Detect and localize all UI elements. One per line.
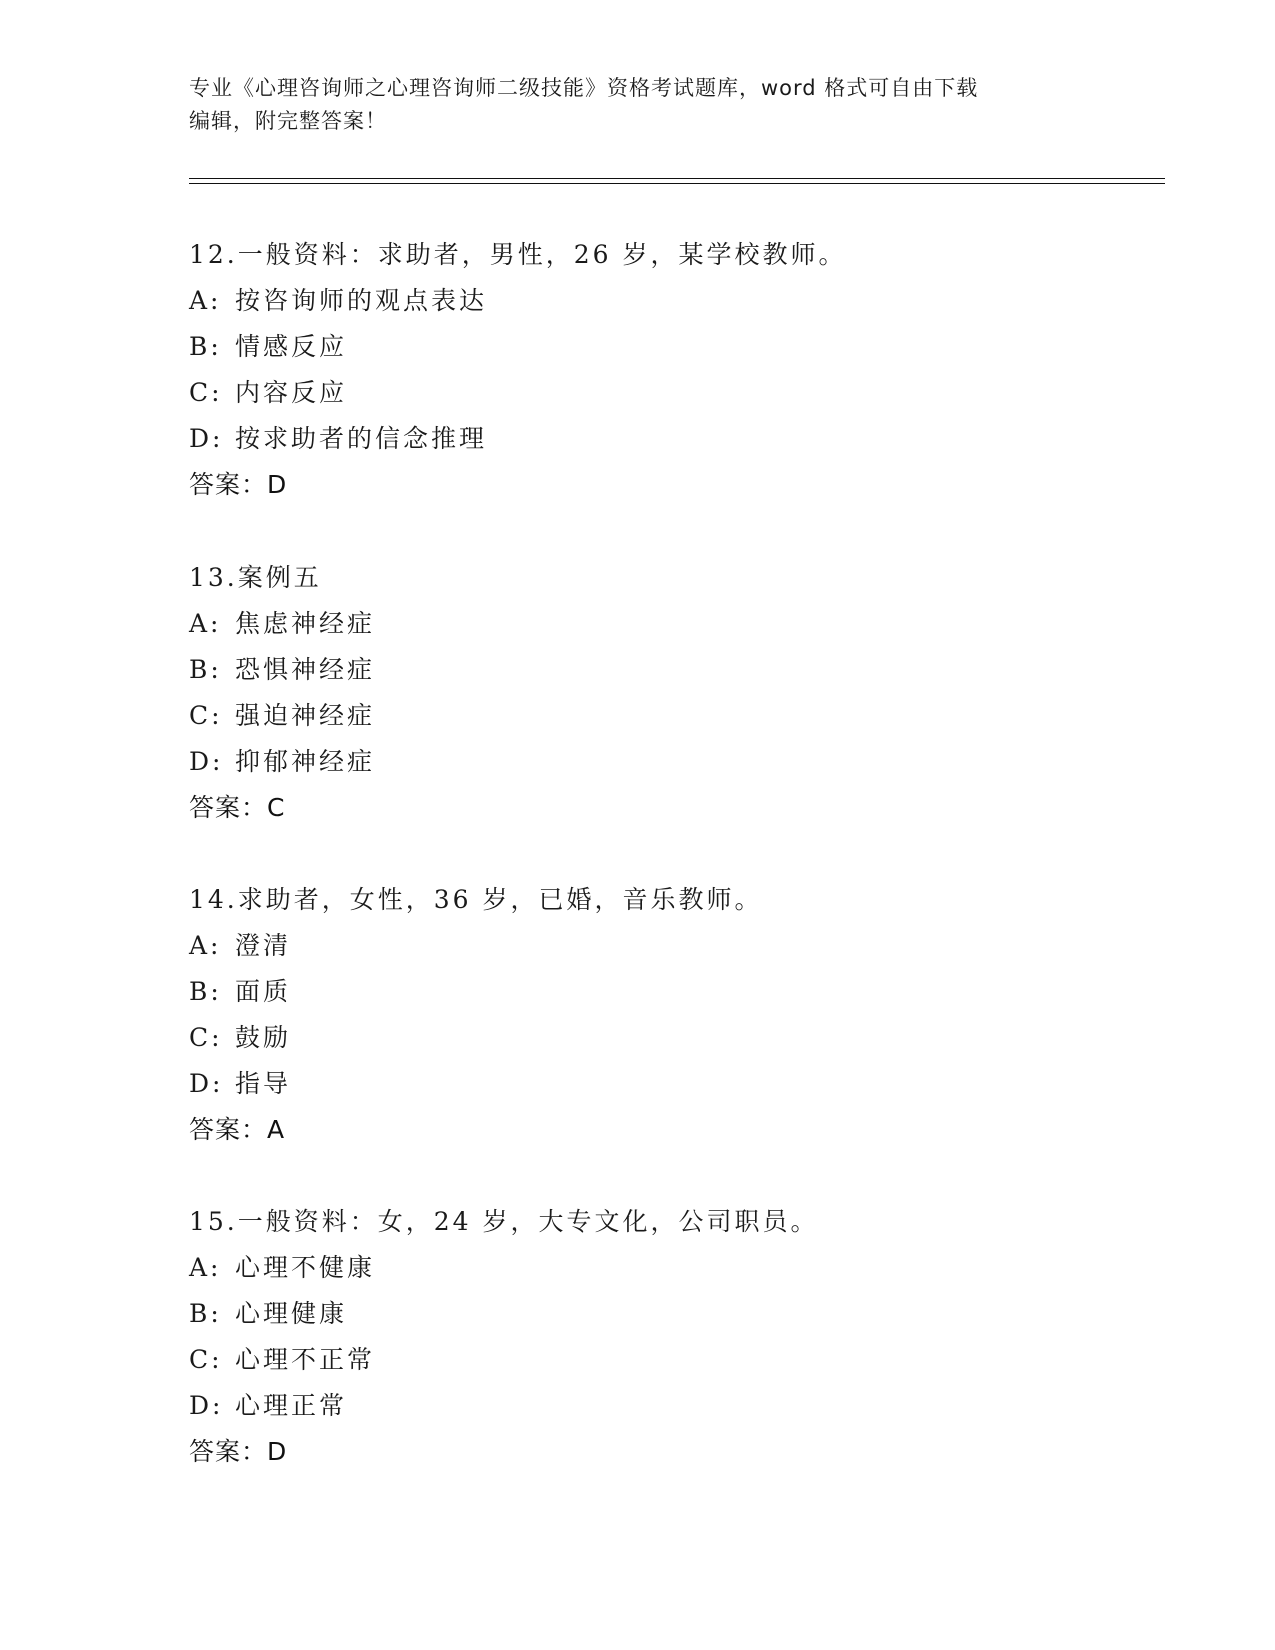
header-line-1: 专业《心理咨询师之心理咨询师二级技能》资格考试题库，word 格式可自由下载: [189, 76, 979, 100]
option-key: B:: [189, 332, 222, 361]
option-key: B:: [189, 977, 222, 1006]
option-a: [189, 1245, 1149, 1291]
option-key: B:: [189, 1299, 222, 1328]
option-text: 鼓励: [235, 1023, 292, 1052]
question-14: [189, 877, 1149, 1153]
option-key: D:: [189, 1069, 224, 1098]
option-text: 强迫神经症: [235, 701, 376, 730]
option-key: D:: [189, 424, 224, 453]
option-text: 按求助者的信念推理: [235, 424, 488, 453]
option-text: 澄清: [235, 931, 292, 960]
option-text: 心理不健康: [235, 1253, 376, 1282]
answer-line: 答案：D: [189, 470, 288, 499]
question-15: [189, 1199, 1149, 1475]
option-c: [189, 693, 1149, 739]
answer-line: 答案：C: [189, 793, 286, 822]
option-c: [189, 1337, 1149, 1383]
option-text: 抑郁神经症: [235, 747, 376, 776]
option-text: 面质: [235, 977, 292, 1006]
question-stem: 13.案例五: [189, 563, 322, 592]
answer-line: 答案：D: [189, 1437, 288, 1466]
option-key: B:: [189, 655, 222, 684]
option-key: C:: [189, 701, 223, 730]
option-key: D:: [189, 1391, 224, 1420]
question-stem: 15.一般资料：女，24 岁，大专文化，公司职员。: [189, 1207, 819, 1236]
header-divider-top: [189, 178, 1165, 179]
option-key: C:: [189, 378, 223, 407]
option-key: A:: [189, 1253, 222, 1282]
option-key: C:: [189, 1345, 223, 1374]
option-d: [189, 739, 1149, 785]
option-d: [189, 416, 1149, 462]
option-c: [189, 370, 1149, 416]
header-line-2: 编辑，附完整答案！: [189, 109, 387, 133]
document-header: [189, 72, 1089, 138]
question-12: [189, 232, 1149, 508]
option-text: 按咨询师的观点表达: [235, 286, 488, 315]
option-text: 恐惧神经症: [235, 655, 376, 684]
option-b: [189, 1291, 1149, 1337]
option-a: [189, 601, 1149, 647]
option-text: 焦虑神经症: [235, 609, 376, 638]
option-b: [189, 647, 1149, 693]
option-a: [189, 278, 1149, 324]
question-13: [189, 555, 1149, 831]
option-key: A:: [189, 286, 222, 315]
option-d: [189, 1061, 1149, 1107]
question-stem: 14.求助者，女性，36 岁，已婚，音乐教师。: [189, 885, 763, 914]
option-d: [189, 1383, 1149, 1429]
option-c: [189, 1015, 1149, 1061]
option-text: 心理健康: [235, 1299, 348, 1328]
option-key: A:: [189, 609, 222, 638]
option-text: 心理正常: [235, 1391, 348, 1420]
option-text: 指导: [235, 1069, 292, 1098]
option-text: 内容反应: [235, 378, 348, 407]
option-text: 情感反应: [235, 332, 348, 361]
option-key: A:: [189, 931, 222, 960]
option-a: [189, 923, 1149, 969]
question-stem: 12.一般资料：求助者，男性，26 岁，某学校教师。: [189, 240, 847, 269]
option-b: [189, 324, 1149, 370]
header-divider-bottom: [189, 183, 1165, 184]
option-text: 心理不正常: [235, 1345, 376, 1374]
answer-line: 答案：A: [189, 1115, 286, 1144]
option-key: D:: [189, 747, 224, 776]
option-key: C:: [189, 1023, 223, 1052]
option-b: [189, 969, 1149, 1015]
